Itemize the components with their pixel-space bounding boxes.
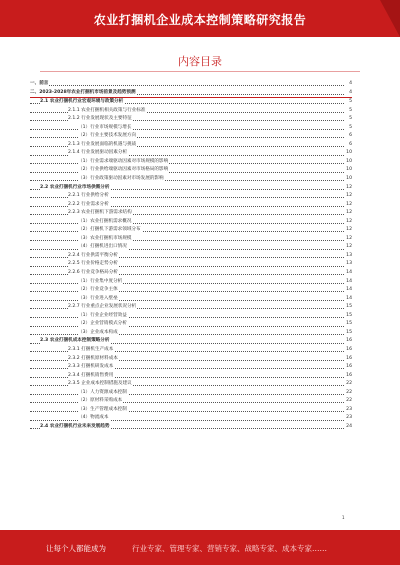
toc-entry[interactable] (30, 414, 352, 423)
toc-entry-label: （1）行业市场规模与增长 (78, 124, 132, 133)
toc-entry-page: 16 (344, 346, 352, 355)
toc-entry-label: 2.3.1 打捆机生产成本 (68, 346, 114, 355)
toc-entry-label: 2.1.1 农业打捆机相关政策与行业标准 (68, 107, 146, 116)
toc-entry-page: 15 (344, 329, 352, 338)
toc-entry-page: 10 (344, 149, 352, 158)
toc-entry[interactable] (30, 166, 352, 175)
footer-roles: 行业专家、管理专家、营销专家、战略专家、成本专家…… (132, 544, 327, 553)
toc-entry[interactable] (30, 226, 352, 235)
toc-entry-label: 2.2.7 行业重点企业发展状况分析 (68, 303, 137, 312)
toc-entry-label: 2.1.4 行业发展驱动因素分析 (68, 149, 128, 158)
toc-entry[interactable] (30, 252, 352, 261)
toc-entry-page: 14 (344, 286, 352, 295)
toc-entry-label: （3）生产管理成本控制 (78, 406, 128, 415)
toc-entry-label: 2.4 农业打捆机行业未来发展趋势 (40, 423, 110, 432)
toc-entry[interactable] (30, 389, 352, 398)
toc-entry[interactable] (30, 218, 352, 227)
toc-entry-label: （1）行业企业经营效益 (78, 312, 128, 321)
toc-entry[interactable] (30, 372, 352, 381)
toc-entry-page: 5 (344, 124, 352, 133)
toc-entry[interactable] (30, 380, 352, 389)
toc-entry-label: （4）打捆机进出口情况 (78, 243, 128, 252)
toc-entry-page: 6 (344, 132, 352, 141)
toc-entry-label: （4）物流成本 (78, 414, 110, 423)
toc-entry[interactable] (30, 363, 352, 372)
toc-entry-page: 15 (344, 303, 352, 312)
toc-entry-page: 4 (344, 80, 352, 89)
toc-entry[interactable] (30, 303, 352, 312)
toc-entry-page: 4 (344, 89, 352, 98)
toc-entry-label: 2.3.3 打捆机研发成本 (68, 363, 114, 372)
toc-entry[interactable] (30, 286, 352, 295)
toc-entry-label: 2.2 农业打捆机行业市场供需分析 (40, 184, 110, 193)
page-number: 1 (342, 515, 345, 520)
toc-entry-page: 5 (344, 107, 352, 116)
toc-entry-page: 16 (344, 337, 352, 346)
toc-entry-page: 12 (344, 209, 352, 218)
toc-entry[interactable] (30, 175, 352, 184)
toc-entry-page: 14 (344, 269, 352, 278)
toc-entry-page: 22 (344, 397, 352, 406)
toc-entry-label: 2.2.4 行业供需平衡分析 (68, 252, 119, 261)
toc-entry-page: 12 (344, 226, 352, 235)
toc-entry[interactable] (30, 209, 352, 218)
toc-entry-page: 16 (344, 355, 352, 364)
toc-entry-page: 5 (344, 98, 352, 107)
toc-entry[interactable] (30, 201, 352, 210)
toc-entry[interactable] (30, 312, 352, 321)
toc-entry-page: 13 (344, 260, 352, 269)
toc-entry-label: 一、前言 (30, 80, 49, 89)
toc-entry-page: 23 (344, 406, 352, 415)
toc-entry[interactable] (30, 149, 352, 158)
table-of-contents (30, 80, 352, 431)
toc-entry-page: 16 (344, 363, 352, 372)
toc-entry-label: （3）企业成本构成 (78, 329, 119, 338)
toc-entry[interactable] (30, 269, 352, 278)
toc-entry-page: 12 (344, 192, 352, 201)
toc-entry-page: 16 (344, 372, 352, 381)
toc-entry-label: （1）行业集中度分析 (78, 278, 123, 287)
toc-heading-divider (40, 71, 360, 72)
toc-entry[interactable] (30, 278, 352, 287)
toc-entry[interactable] (30, 397, 352, 406)
report-title: 农业打捆机企业成本控制策略研究报告 (93, 13, 307, 27)
toc-entry-label: （2）行业竞争主体 (78, 286, 119, 295)
toc-entry-page: 15 (344, 320, 352, 329)
toc-entry-label: （2）打捆机下游需求领域分布 (78, 226, 142, 235)
toc-entry[interactable] (30, 124, 352, 133)
toc-entry-label: 2.2.3 农业打捆机下游需求结构 (68, 209, 133, 218)
toc-entry-page: 10 (344, 175, 352, 184)
toc-entry-page: 12 (344, 184, 352, 193)
footer-slogan: 让每个人都能成为 (46, 544, 106, 553)
toc-entry[interactable] (30, 158, 352, 167)
toc-entry[interactable] (30, 115, 352, 124)
toc-entry[interactable] (30, 107, 352, 116)
toc-entry-page: 12 (344, 218, 352, 227)
header-corner-decoration (380, 0, 400, 37)
toc-entry-page: 24 (344, 423, 352, 432)
toc-entry[interactable] (30, 192, 352, 201)
toc-entry-label: 2.1 农业打捆机行业宏观环境与政策分析 (40, 98, 124, 107)
toc-entry[interactable] (30, 89, 352, 99)
toc-entry[interactable] (30, 132, 352, 141)
toc-entry-page: 5 (344, 115, 352, 124)
toc-entry-label: （2）行业供给端驱动因素对市场格局的影响 (78, 166, 169, 175)
toc-entry[interactable] (30, 346, 352, 355)
toc-entry-page: 12 (344, 201, 352, 210)
toc-entry-label: 二、2023-2028年农业打捆机市场前景及趋势预测 (30, 89, 137, 98)
toc-entry[interactable] (30, 295, 352, 304)
toc-entry[interactable] (30, 235, 352, 244)
toc-entry-page: 6 (344, 141, 352, 150)
toc-entry[interactable] (30, 80, 352, 89)
toc-entry-label: 2.3.4 打捆机销售费用 (68, 372, 114, 381)
toc-heading: 内容目录 (178, 55, 222, 68)
toc-entry-page: 12 (344, 243, 352, 252)
toc-entry-label: （2）原材料采购成本 (78, 397, 123, 406)
toc-entry[interactable] (30, 320, 352, 329)
toc-entry-page: 14 (344, 278, 352, 287)
toc-entry[interactable] (30, 423, 352, 432)
toc-entry[interactable] (30, 355, 352, 364)
toc-entry-label: 2.2.1 行业供给分析 (68, 192, 110, 201)
toc-entry-label: （1）行业需求端驱动因素对市场规模的影响 (78, 158, 169, 167)
toc-entry-label: 2.3 农业打捆机成本控制策略分析 (40, 337, 110, 346)
toc-entry[interactable] (30, 406, 352, 415)
toc-entry[interactable] (30, 184, 352, 193)
report-header-bar (0, 0, 400, 37)
toc-entry-label: （1）农业打捆机需求概况 (78, 218, 132, 227)
toc-entry-label: 2.2.5 行业价格走势分析 (68, 260, 119, 269)
footer-bar (0, 530, 400, 565)
toc-entry-page: 13 (344, 252, 352, 261)
toc-entry-label: 2.2.2 行业需求分析 (68, 201, 110, 210)
toc-entry-page: 10 (344, 158, 352, 167)
toc-entry-label: 2.3.5 企业成本控制措施及建议 (68, 380, 133, 389)
toc-entry-label: 2.3.2 打捆机原材料成本 (68, 355, 119, 364)
toc-entry-label: 2.2.6 行业竞争格局分析 (68, 269, 119, 278)
toc-entry[interactable] (30, 337, 352, 346)
toc-entry[interactable] (30, 329, 352, 338)
toc-entry-page: 15 (344, 312, 352, 321)
toc-entry[interactable] (30, 98, 352, 107)
toc-entry-label: （3）农业打捆机市场规模 (78, 235, 132, 244)
toc-leader-dots (30, 85, 344, 86)
toc-entry[interactable] (30, 260, 352, 269)
toc-entry-page: 23 (344, 414, 352, 423)
toc-entry-label: 2.1.3 行业发展面临的机遇与挑战 (68, 141, 137, 150)
toc-entry-label: （1）人力资源成本控制 (78, 389, 128, 398)
toc-entry-label: 2.1.2 行业发展现状及主要特征 (68, 115, 133, 124)
toc-entry[interactable] (30, 141, 352, 150)
toc-entry-page: 14 (344, 295, 352, 304)
toc-entry-page: 22 (344, 389, 352, 398)
toc-entry-page: 12 (344, 235, 352, 244)
toc-entry[interactable] (30, 243, 352, 252)
toc-entry-label: （3）行业政策驱动因素对市场发展的影响 (78, 175, 165, 184)
toc-entry-label: （2）行业主要技术发展方向 (78, 132, 137, 141)
toc-entry-label: （2）企业营销模式分析 (78, 320, 128, 329)
toc-entry-page: 22 (344, 380, 352, 389)
toc-entry-page: 10 (344, 166, 352, 175)
toc-entry-label: （3）行业进入壁垒 (78, 295, 119, 304)
